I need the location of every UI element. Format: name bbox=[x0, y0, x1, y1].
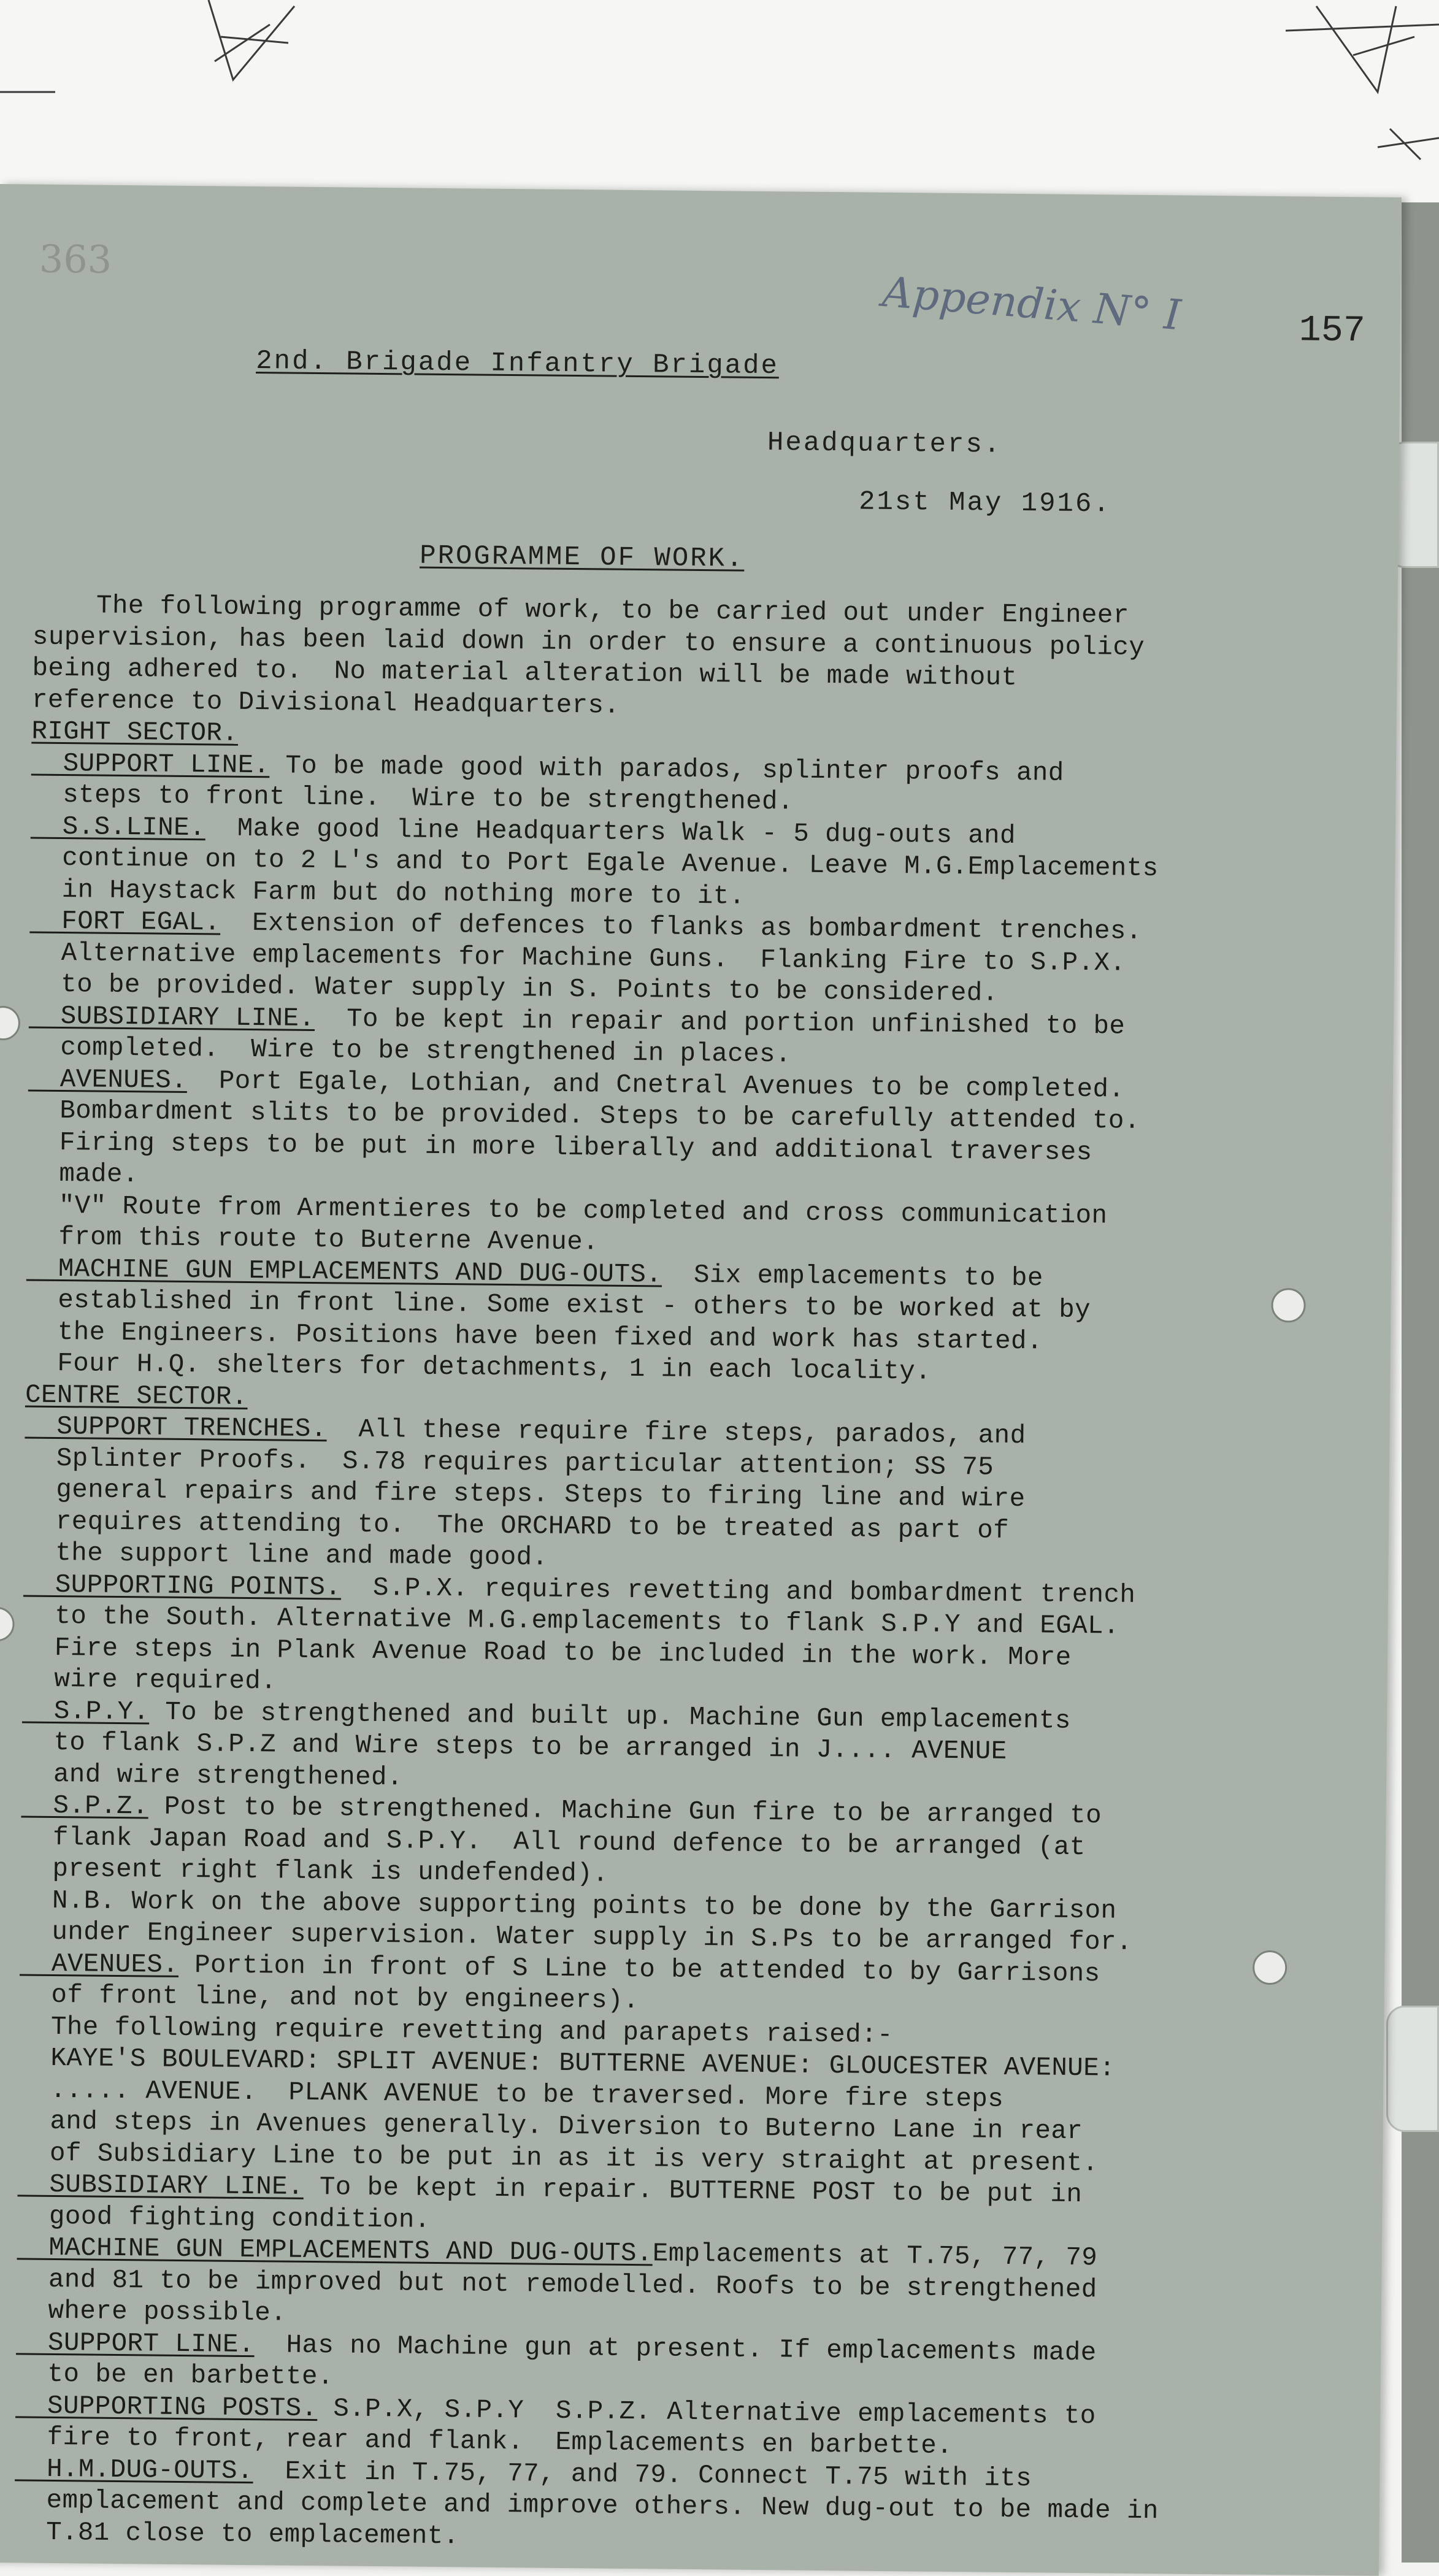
body-line bbox=[26, 1319, 1043, 1354]
section-heading: MACHINE GUN EMPLACEMENTS AND DUG-OUTS. bbox=[17, 2233, 653, 2268]
line-text: where possible. bbox=[16, 2296, 286, 2328]
section-heading: SUPPORT LINE. bbox=[31, 748, 270, 780]
line-text: to be en barbette. bbox=[15, 2359, 334, 2391]
line-text: To be strengthened and built up. Machine Gun emplacements bbox=[149, 1697, 1071, 1735]
body-line bbox=[31, 719, 238, 747]
body-line bbox=[21, 1761, 403, 1790]
body-line bbox=[21, 1729, 1007, 1765]
line-text: N.B. Work on the above supporting points to be done by the Garrison bbox=[20, 1885, 1117, 1925]
page-number: 157 bbox=[1299, 310, 1365, 352]
line-text: Port Egale, Lothian, and Cnetral Avenues to be completed. bbox=[187, 1065, 1125, 1104]
punch-hole-left-2 bbox=[0, 1607, 15, 1642]
section-heading: H.M.DUG-OUTS. bbox=[15, 2454, 253, 2486]
body-line bbox=[19, 2014, 893, 2048]
line-text: good fighting condition. bbox=[17, 2201, 431, 2234]
line-text: to flank S.P.Z and Wire steps to be arranged in J.... AVENUE bbox=[21, 1727, 1007, 1766]
line-text: Four H.Q. shelters for detachments, 1 in each locality. bbox=[25, 1348, 931, 1386]
line-text: S.P.X, S.P.Y S.P.Z. Alternative emplacements to bbox=[317, 2394, 1096, 2431]
section-heading: AVENUES. bbox=[28, 1064, 187, 1095]
line-text: and wire strengthened. bbox=[21, 1759, 403, 1792]
document-page bbox=[0, 184, 1402, 2576]
line-text: present right flank is undefended). bbox=[20, 1853, 608, 1888]
body-line bbox=[24, 1508, 1009, 1544]
section-heading: AVENUES. bbox=[20, 1949, 178, 1979]
section-heading: FORT EGAL. bbox=[29, 907, 220, 938]
line-text: supervision, has been laid down in order to ensure a continuous policy bbox=[33, 622, 1145, 662]
section-heading: SUBSIDIARY LINE. bbox=[29, 1001, 315, 1033]
line-text: KAYE'S BOULEVARD: SPLIT AVENUE: BUTTERNE AVENUE: GLOUCESTER AVENUE: bbox=[18, 2043, 1115, 2083]
body-line bbox=[31, 813, 1016, 849]
line-text: reference to Divisional Headquarters. bbox=[32, 685, 620, 720]
body-line bbox=[31, 750, 1064, 786]
line-text: and steps in Avenues generally. Diversion to Buterno Lane in rear bbox=[18, 2106, 1083, 2146]
body-line bbox=[25, 1445, 994, 1481]
line-text: general repairs and fire steps. Steps to firing line and wire bbox=[24, 1474, 1025, 1514]
line-text: To be kept in repair and portion unfinished to be bbox=[315, 1003, 1126, 1041]
line-text: The following programme of work, to be carried out under Engineer bbox=[33, 591, 1129, 631]
section-heading: SUPPORT LINE. bbox=[16, 2328, 255, 2359]
line-text: requires attending to. The ORCHARD to be treated as part of bbox=[24, 1506, 1009, 1545]
body-line bbox=[31, 782, 794, 815]
line-text: ..... AVENUE. PLANK AVENUE to be traversed. More fire steps bbox=[18, 2075, 1003, 2114]
line-text: Emplacements at T.75, 77, 79 bbox=[653, 2239, 1098, 2272]
body-line bbox=[17, 2203, 431, 2233]
line-text: steps to front line. Wire to be strengthened. bbox=[31, 780, 794, 817]
body-line bbox=[28, 1129, 1092, 1165]
body-line bbox=[26, 1255, 1043, 1291]
body-line bbox=[22, 1666, 277, 1694]
line-text: the support line and made good. bbox=[23, 1538, 548, 1572]
pencil-scribble-left bbox=[0, 0, 368, 110]
binder-clip-bottom bbox=[1386, 2006, 1439, 2132]
body-line bbox=[28, 1035, 791, 1068]
section-heading: S.P.Z. bbox=[21, 1790, 148, 1821]
body-line bbox=[18, 2077, 1003, 2112]
body-line bbox=[25, 1382, 248, 1410]
body-line bbox=[15, 2424, 953, 2459]
section-heading: S.S.LINE. bbox=[31, 811, 205, 843]
body-line bbox=[15, 2456, 1032, 2491]
location-line: Headquarters. bbox=[767, 427, 1002, 461]
line-text: being adhered to. No material alteration will be made without bbox=[32, 654, 1017, 692]
body-line bbox=[23, 1539, 548, 1571]
punch-hole-left-1 bbox=[0, 1006, 20, 1041]
line-text: to the South. Alternative M.G.emplacements to flank S.P.Y and EGAL. bbox=[23, 1601, 1119, 1641]
date-line: 21st May 1916. bbox=[859, 486, 1111, 519]
body-line bbox=[24, 1476, 1025, 1512]
pencil-scribble-right bbox=[1237, 0, 1439, 172]
body-line bbox=[17, 2298, 287, 2326]
line-text: Portion in front of S Line to be attended to by Garrisons bbox=[178, 1950, 1100, 1988]
line-text: Six emplacements to be bbox=[662, 1260, 1043, 1293]
body-line bbox=[25, 1413, 1026, 1449]
section-heading: S.P.Y. bbox=[22, 1696, 150, 1727]
body-line bbox=[19, 1982, 639, 2014]
document-title: PROGRAMME OF WORK. bbox=[420, 541, 745, 575]
line-text: Post to be strengthened. Machine Gun fire to be arranged to bbox=[148, 1792, 1102, 1830]
body-line bbox=[27, 1161, 139, 1188]
body-line bbox=[14, 2519, 459, 2549]
body-line bbox=[32, 687, 620, 719]
appendix-annotation: Appendix N° I bbox=[881, 268, 1183, 340]
line-text: of front line, and not by engineers). bbox=[19, 1980, 639, 2015]
line-text: Firing steps to be put in more liberally and additional traverses bbox=[28, 1127, 1092, 1167]
line-text: in Haystack Farm but do nothing more to it. bbox=[30, 875, 745, 911]
line-text: The following require revetting and parapets raised:- bbox=[19, 2012, 893, 2050]
body-line bbox=[30, 876, 745, 910]
line-text: Exit in T.75, 77, and 79. Connect T.75 with its bbox=[253, 2456, 1032, 2493]
line-text: flank Japan Road and S.P.Y. All round defence to be arranged (at bbox=[21, 1822, 1086, 1862]
section-heading: CENTRE SECTOR. bbox=[25, 1380, 248, 1411]
line-text: All these require fire steps, parados, and bbox=[326, 1414, 1026, 1451]
line-text: completed. Wire to be strengthened in places. bbox=[28, 1033, 791, 1070]
body-line bbox=[25, 1350, 931, 1385]
line-text: Has no Machine gun at present. If emplacements made bbox=[255, 2330, 1097, 2367]
unit-heading: 2nd. Brigade Infantry Brigade bbox=[256, 346, 779, 381]
section-heading: SUBSIDIARY LINE. bbox=[17, 2169, 304, 2201]
document-body bbox=[14, 185, 1337, 2575]
body-line bbox=[32, 656, 1017, 691]
line-text: fire to front, rear and flank. Emplacements en barbette. bbox=[15, 2422, 953, 2461]
line-text: the Engineers. Positions have been fixed and work has started. bbox=[26, 1317, 1043, 1356]
body-line bbox=[16, 2361, 334, 2390]
line-text: from this route to Buterne Avenue. bbox=[26, 1222, 599, 1257]
line-text: Make good line Headquarters Walk - 5 dug-outs and bbox=[205, 813, 1016, 851]
line-text: To be kept in repair. BUTTERNE POST to be put in bbox=[304, 2172, 1083, 2209]
pencil-number: 363 bbox=[39, 237, 112, 282]
line-text: made. bbox=[27, 1159, 139, 1190]
line-text: of Subsidiary Line to be put in as it is very straight at present. bbox=[18, 2138, 1099, 2178]
line-text: Extension of defences to flanks as bombardment trenches. bbox=[220, 908, 1142, 946]
line-text: emplacement and complete and improve others. New dug-out to be made in bbox=[15, 2485, 1159, 2526]
line-text: wire required. bbox=[22, 1664, 277, 1696]
line-text: T.81 close to emplacement. bbox=[14, 2517, 459, 2551]
line-text: under Engineer supervision. Water supply in S.Ps to be arranged for. bbox=[20, 1917, 1132, 1957]
body-line bbox=[29, 972, 998, 1007]
line-text: and 81 to be improved but not remodelled. Roofs to be strengthened bbox=[17, 2264, 1097, 2304]
body-line bbox=[26, 1224, 599, 1255]
section-heading: MACHINE GUN EMPLACEMENTS AND DUG-OUTS. bbox=[26, 1254, 662, 1289]
line-text: Bombardment slits to be provided. Steps to be carefully attended to. bbox=[28, 1096, 1140, 1136]
line-text: to be provided. Water supply in S. Points to be considered. bbox=[29, 970, 999, 1008]
section-heading: RIGHT SECTOR. bbox=[31, 717, 238, 748]
line-text: S.P.X. requires revetting and bombardment trench bbox=[341, 1573, 1136, 1609]
line-text: Splinter Proofs. S.78 requires particular attention; SS 75 bbox=[25, 1443, 994, 1482]
section-heading: SUPPORTING POSTS. bbox=[15, 2391, 318, 2423]
body-line bbox=[20, 1855, 608, 1887]
line-text: continue on to 2 L's and to Port Egale Avenue. Leave M.G.Emplacements bbox=[30, 843, 1159, 884]
section-heading: SUPPORTING POINTS. bbox=[23, 1570, 342, 1602]
line-text: established in front line. Some exist - others to be worked at by bbox=[26, 1285, 1091, 1325]
line-text: "V" Route from Armentieres to be completed and cross communication bbox=[27, 1190, 1108, 1230]
section-heading: SUPPORT TRENCHES. bbox=[25, 1411, 327, 1444]
line-text: Fire steps in Plank Avenue Road to be included in the work. More bbox=[23, 1633, 1072, 1672]
line-text: To be made good with parados, splinter proofs and bbox=[269, 751, 1064, 788]
line-text: Alternative emplacements for Machine Guns. Flanking Fire to S.P.X. bbox=[29, 938, 1126, 978]
